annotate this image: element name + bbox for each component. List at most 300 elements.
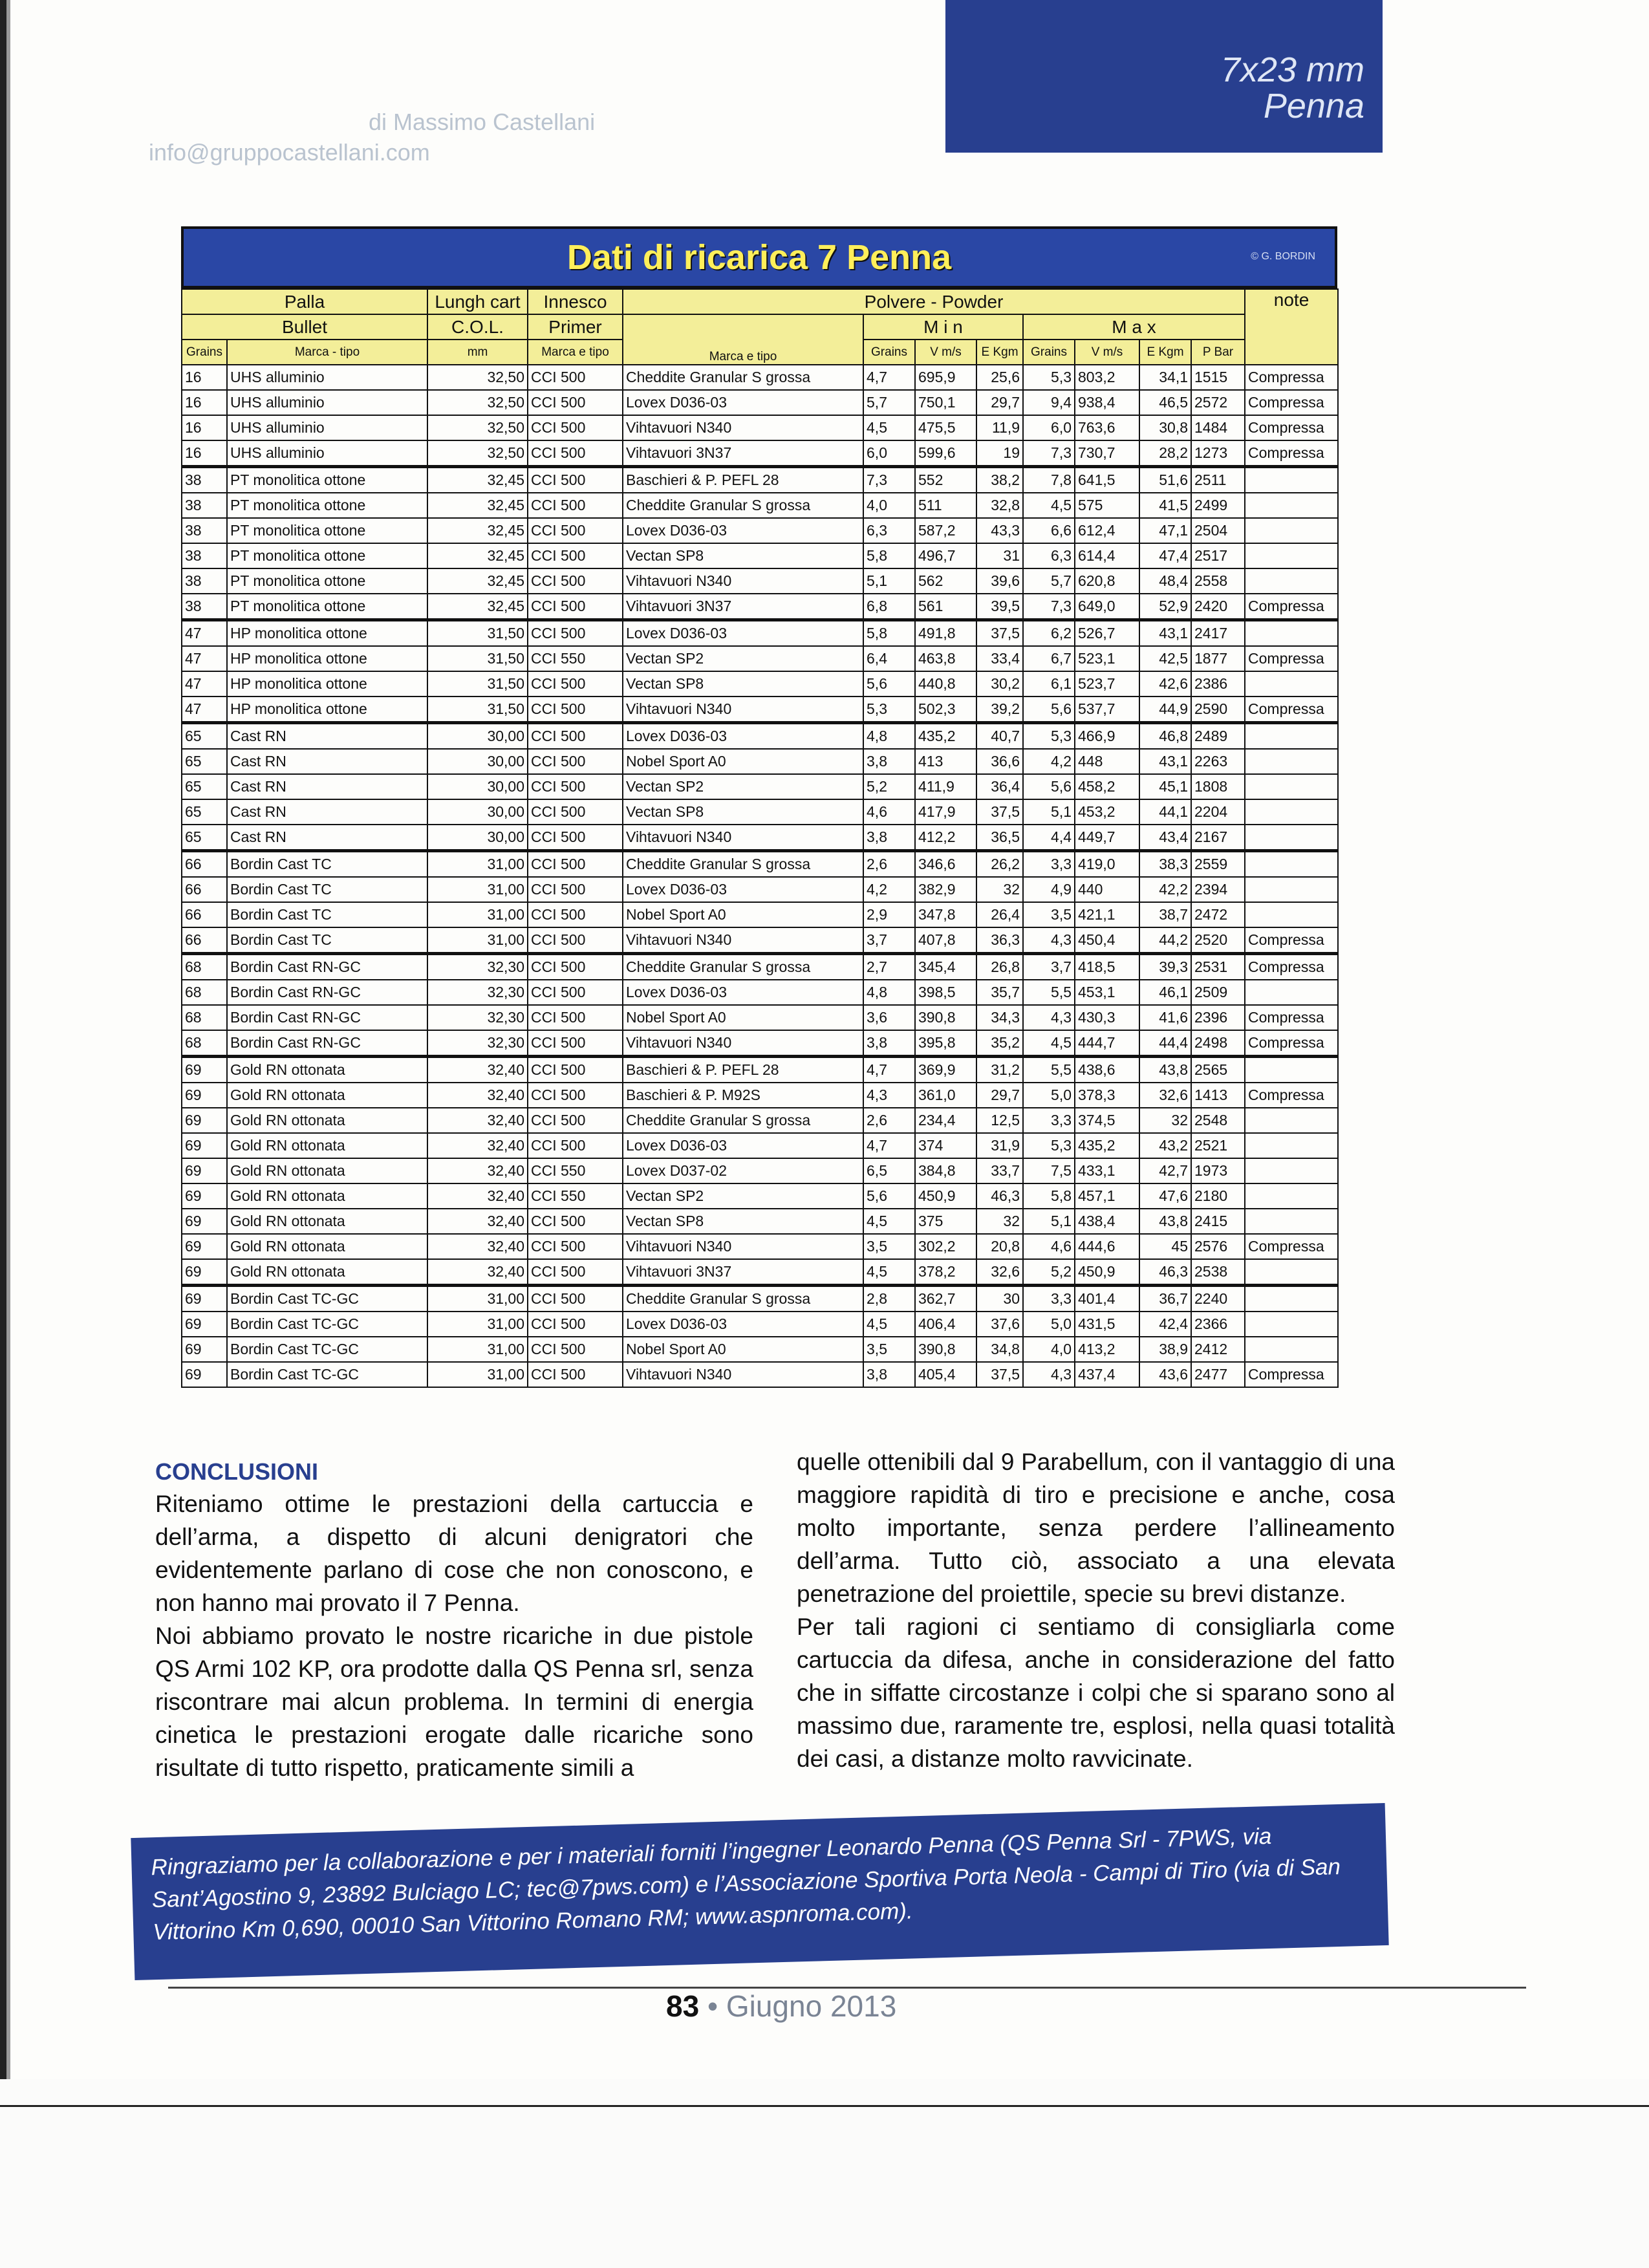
paragraph: Noi abbiamo provato le nostre ricariche in due pistole QS Armi 102 KP, ora prodotte dalla QS Penna srl, senza riscontrare mai alcun problema. In termini di energia cinetica le prestazioni erogate dalle ricariche sono risultate di tutto rispetto, praticamente simili a [155,1623,753,1781]
cell-min-velocity: 562 [915,568,976,594]
cell-powder: Lovex D036-03 [623,1312,863,1337]
cell-col: 32,50 [427,390,528,415]
cell-powder: Vihtavuori N340 [623,1234,863,1259]
cell-max-velocity: 575 [1075,493,1139,518]
cell-min-velocity: 491,8 [915,620,976,647]
cell-min-velocity: 407,8 [915,927,976,954]
cell-col: 31,50 [427,697,528,723]
cell-max-energy: 44,9 [1139,697,1191,723]
header-polvere: Polvere - Powder [623,289,1245,314]
table-banner [181,226,1337,288]
header-primer: Primer [528,314,623,340]
cell-bullet: PT monolitica ottone [227,467,427,493]
cell-pressure: 2180 [1191,1183,1245,1209]
cell-bullet: Cast RN [227,799,427,825]
cell-min-velocity: 561 [915,594,976,620]
cell-pressure: 2509 [1191,980,1245,1005]
cell-powder: Vihtavuori N340 [623,568,863,594]
cell-min-velocity: 382,9 [915,877,976,902]
cell-pressure: 2167 [1191,825,1245,851]
table-row [182,493,1338,518]
cell-note [1245,620,1338,647]
cell-bullet: PT monolitica ottone [227,594,427,620]
cell-min-grains: 5,3 [863,697,915,723]
cell-bullet: HP monolitica ottone [227,697,427,723]
cell-grains: 68 [182,1030,227,1057]
cell-bullet: Cast RN [227,749,427,774]
cell-note [1245,1337,1338,1362]
cell-pressure: 2559 [1191,851,1245,878]
cell-grains: 69 [182,1057,227,1083]
cell-max-velocity: 431,5 [1075,1312,1139,1337]
cell-max-grains: 5,3 [1023,1133,1075,1158]
cell-bullet: UHS alluminio [227,390,427,415]
cell-max-grains: 5,5 [1023,1057,1075,1083]
cell-powder: Lovex D036-03 [623,620,863,647]
cell-max-velocity: 444,7 [1075,1030,1139,1057]
page-footer [666,1989,896,2024]
cell-pressure: 2499 [1191,493,1245,518]
cell-max-velocity: 430,3 [1075,1005,1139,1030]
cell-powder: Vectan SP8 [623,671,863,697]
header-palla: Palla [182,289,427,314]
table-row [182,825,1338,851]
cell-max-velocity: 418,5 [1075,954,1139,980]
cell-min-velocity: 463,8 [915,646,976,671]
article-tag [945,0,1383,153]
cell-max-velocity: 438,6 [1075,1057,1139,1083]
cell-note [1245,877,1338,902]
cell-min-grains: 7,3 [863,467,915,493]
table-row [182,390,1338,415]
cell-min-energy: 30,2 [976,671,1023,697]
cell-bullet: PT monolitica ottone [227,518,427,543]
article-left-column [155,1487,753,1784]
cell-grains: 16 [182,390,227,415]
cell-primer: CCI 500 [528,1312,623,1337]
cell-powder: Lovex D037-02 [623,1158,863,1183]
scan-edge-shadow [6,0,10,2268]
cell-bullet: UHS alluminio [227,365,427,390]
cell-max-velocity: 938,4 [1075,390,1139,415]
cell-col: 32,30 [427,980,528,1005]
cell-grains: 65 [182,799,227,825]
cell-min-velocity: 384,8 [915,1158,976,1183]
cell-bullet: Cast RN [227,774,427,799]
cell-col: 32,40 [427,1183,528,1209]
cell-max-velocity: 401,4 [1075,1286,1139,1312]
cell-pressure: 2498 [1191,1030,1245,1057]
cell-max-velocity: 419,0 [1075,851,1139,878]
cell-primer: CCI 500 [528,1234,623,1259]
cell-primer: CCI 500 [528,594,623,620]
cell-min-velocity: 369,9 [915,1057,976,1083]
cell-primer: CCI 500 [528,390,623,415]
cell-bullet: Bordin Cast RN-GC [227,954,427,980]
table-title: Dati di ricarica 7 Penna [566,238,952,277]
cell-min-velocity: 412,2 [915,825,976,851]
cell-max-grains: 3,5 [1023,902,1075,927]
cell-primer: CCI 500 [528,440,623,467]
cell-max-energy: 38,3 [1139,851,1191,878]
cell-bullet: Gold RN ottonata [227,1108,427,1133]
table-row [182,1057,1338,1083]
cell-powder: Cheddite Granular S grossa [623,954,863,980]
table-row [182,1209,1338,1234]
cell-powder: Baschieri & P. PEFL 28 [623,1057,863,1083]
cell-max-grains: 5,7 [1023,568,1075,594]
cell-min-velocity: 406,4 [915,1312,976,1337]
cell-min-grains: 2,7 [863,954,915,980]
cell-max-grains: 5,3 [1023,365,1075,390]
cell-col: 32,50 [427,415,528,440]
cell-col: 30,00 [427,774,528,799]
cell-max-energy: 44,4 [1139,1030,1191,1057]
cell-min-energy: 46,3 [976,1183,1023,1209]
cell-pressure: 2538 [1191,1259,1245,1286]
cell-grains: 68 [182,980,227,1005]
table-row [182,927,1338,954]
cell-max-velocity: 435,2 [1075,1133,1139,1158]
cell-min-energy: 38,2 [976,467,1023,493]
cell-pressure: 2521 [1191,1133,1245,1158]
cell-min-velocity: 417,9 [915,799,976,825]
cell-min-energy: 36,4 [976,774,1023,799]
cell-max-energy: 43,2 [1139,1133,1191,1158]
cell-powder: Cheddite Granular S grossa [623,1286,863,1312]
cell-bullet: Bordin Cast RN-GC [227,1030,427,1057]
cell-note: Compressa [1245,440,1338,467]
cell-note [1245,1286,1338,1312]
cell-powder: Vectan SP8 [623,543,863,568]
cell-bullet: Bordin Cast TC [227,902,427,927]
cell-max-velocity: 444,6 [1075,1234,1139,1259]
cell-note: Compressa [1245,1030,1338,1057]
cell-max-energy: 47,1 [1139,518,1191,543]
cell-min-velocity: 374 [915,1133,976,1158]
cell-max-velocity: 433,1 [1075,1158,1139,1183]
cell-min-grains: 3,5 [863,1337,915,1362]
cell-min-grains: 4,5 [863,1312,915,1337]
cell-max-energy: 44,2 [1139,927,1191,954]
cell-grains: 66 [182,851,227,878]
cell-max-grains: 4,3 [1023,1362,1075,1387]
header-max-grains: Grains [1023,340,1075,365]
cell-col: 31,00 [427,851,528,878]
cell-min-velocity: 413 [915,749,976,774]
cell-max-energy: 30,8 [1139,415,1191,440]
cell-max-energy: 43,4 [1139,825,1191,851]
table-row [182,954,1338,980]
cell-grains: 69 [182,1083,227,1108]
cell-note: Compressa [1245,1005,1338,1030]
cell-max-energy: 46,8 [1139,723,1191,750]
cell-min-energy: 26,4 [976,902,1023,927]
cell-powder: Vectan SP2 [623,1183,863,1209]
table-row [182,1030,1338,1057]
cell-max-velocity: 421,1 [1075,902,1139,927]
header-bullet: Bullet [182,314,427,340]
cell-col: 31,50 [427,620,528,647]
cell-bullet: Bordin Cast TC-GC [227,1312,427,1337]
cell-note [1245,799,1338,825]
cell-max-grains: 6,2 [1023,620,1075,647]
cell-grains: 38 [182,467,227,493]
cell-primer: CCI 500 [528,467,623,493]
cell-max-velocity: 438,4 [1075,1209,1139,1234]
cell-max-grains: 4,4 [1023,825,1075,851]
cell-col: 32,40 [427,1057,528,1083]
cell-pressure: 1877 [1191,646,1245,671]
cell-primer: CCI 550 [528,1183,623,1209]
cell-note: Compressa [1245,365,1338,390]
cell-max-energy: 46,3 [1139,1259,1191,1286]
cell-primer: CCI 500 [528,1362,623,1387]
cell-primer: CCI 500 [528,799,623,825]
cell-min-energy: 35,2 [976,1030,1023,1057]
cell-min-grains: 4,7 [863,1133,915,1158]
header-max: M a x [1023,314,1245,340]
cell-min-velocity: 587,2 [915,518,976,543]
cell-powder: Cheddite Granular S grossa [623,493,863,518]
table-row [182,415,1338,440]
cell-max-grains: 4,6 [1023,1234,1075,1259]
cell-min-velocity: 695,9 [915,365,976,390]
cell-col: 30,00 [427,825,528,851]
table-row [182,1234,1338,1259]
cell-col: 32,45 [427,518,528,543]
cell-max-velocity: 649,0 [1075,594,1139,620]
cell-max-velocity: 450,9 [1075,1259,1139,1286]
cell-col: 32,45 [427,594,528,620]
cell-col: 32,40 [427,1108,528,1133]
cell-pressure: 2531 [1191,954,1245,980]
cell-max-energy: 32 [1139,1108,1191,1133]
cell-max-energy: 28,2 [1139,440,1191,467]
cell-primer: CCI 550 [528,1158,623,1183]
cell-min-energy: 33,7 [976,1158,1023,1183]
cell-min-energy: 11,9 [976,415,1023,440]
cell-grains: 69 [182,1158,227,1183]
table-row [182,1083,1338,1108]
cell-primer: CCI 500 [528,1005,623,1030]
cell-pressure: 2415 [1191,1209,1245,1234]
cell-note: Compressa [1245,927,1338,954]
cell-min-grains: 6,0 [863,440,915,467]
cell-min-grains: 2,9 [863,902,915,927]
cell-max-energy: 39,3 [1139,954,1191,980]
cell-max-grains: 3,7 [1023,954,1075,980]
cell-pressure: 1484 [1191,415,1245,440]
table-row [182,902,1338,927]
cell-bullet: Bordin Cast TC-GC [227,1286,427,1312]
cell-col: 31,00 [427,902,528,927]
cell-bullet: Bordin Cast TC [227,927,427,954]
cell-pressure: 2477 [1191,1362,1245,1387]
cell-powder: Vectan SP8 [623,799,863,825]
cell-max-energy: 34,1 [1139,365,1191,390]
cell-primer: CCI 500 [528,749,623,774]
cell-col: 31,50 [427,671,528,697]
cell-max-grains: 3,3 [1023,1286,1075,1312]
cell-min-energy: 36,3 [976,927,1023,954]
cell-min-energy: 20,8 [976,1234,1023,1259]
header-marca-tipo: Marca - tipo [227,340,427,365]
header-col: C.O.L. [427,314,528,340]
cell-pressure: 2520 [1191,927,1245,954]
cell-bullet: HP monolitica ottone [227,646,427,671]
cell-powder: Vihtavuori 3N37 [623,594,863,620]
cell-note [1245,518,1338,543]
cell-bullet: Gold RN ottonata [227,1057,427,1083]
cell-grains: 38 [182,568,227,594]
header-pressure: P Bar [1191,340,1245,365]
table-row [182,543,1338,568]
cell-primer: CCI 500 [528,568,623,594]
issue-date: Giugno 2013 [726,1989,897,2023]
cell-primer: CCI 500 [528,1259,623,1286]
cell-grains: 65 [182,723,227,750]
cell-min-energy: 37,6 [976,1312,1023,1337]
cell-min-energy: 37,5 [976,1362,1023,1387]
cell-max-energy: 41,6 [1139,1005,1191,1030]
cell-bullet: PT monolitica ottone [227,568,427,594]
cell-min-energy: 32,8 [976,493,1023,518]
cell-powder: Baschieri & P. M92S [623,1083,863,1108]
cell-primer: CCI 500 [528,1030,623,1057]
cell-min-velocity: 599,6 [915,440,976,467]
table-row [182,1337,1338,1362]
cell-min-grains: 3,8 [863,749,915,774]
cell-primer: CCI 500 [528,954,623,980]
header-mm: mm [427,340,528,365]
cell-powder: Vihtavuori N340 [623,927,863,954]
table-row [182,594,1338,620]
cell-max-energy: 36,7 [1139,1286,1191,1312]
cell-note [1245,1312,1338,1337]
cell-col: 31,50 [427,646,528,671]
cell-max-velocity: 620,8 [1075,568,1139,594]
cell-col: 32,30 [427,1005,528,1030]
cell-grains: 69 [182,1259,227,1286]
cell-col: 31,00 [427,1312,528,1337]
cell-primer: CCI 500 [528,877,623,902]
table-row [182,1108,1338,1133]
cell-note [1245,1183,1338,1209]
cell-pressure: 2420 [1191,594,1245,620]
cell-max-grains: 5,2 [1023,1259,1075,1286]
cell-min-energy: 19 [976,440,1023,467]
cell-max-energy: 52,9 [1139,594,1191,620]
table-row [182,1183,1338,1209]
cell-max-energy: 42,2 [1139,877,1191,902]
header-min: M i n [863,314,1023,340]
table-row [182,1362,1338,1387]
paragraph: Riteniamo ottime le prestazioni della cartuccia e dell’arma, a dispetto di alcuni denigratori che evidentemente parlano di cose che non conoscono, e non hanno mai provato il 7 Penna. [155,1491,753,1616]
cell-max-velocity: 440 [1075,877,1139,902]
tag-caliber: 7x23 mm [1220,50,1364,89]
cell-min-grains: 5,6 [863,671,915,697]
cell-grains: 68 [182,954,227,980]
cell-powder: Lovex D036-03 [623,1133,863,1158]
cell-min-velocity: 390,8 [915,1005,976,1030]
cell-max-energy: 43,6 [1139,1362,1191,1387]
cell-max-velocity: 466,9 [1075,723,1139,750]
cell-min-grains: 4,6 [863,799,915,825]
cell-max-velocity: 457,1 [1075,1183,1139,1209]
cell-grains: 69 [182,1362,227,1387]
cell-grains: 47 [182,697,227,723]
cell-primer: CCI 500 [528,365,623,390]
cell-bullet: HP monolitica ottone [227,671,427,697]
cell-max-grains: 6,6 [1023,518,1075,543]
table-body [182,365,1338,1387]
cell-pressure: 2263 [1191,749,1245,774]
cell-max-velocity: 449,7 [1075,825,1139,851]
cell-max-velocity: 614,4 [1075,543,1139,568]
cell-powder: Vihtavuori 3N37 [623,1259,863,1286]
cell-bullet: Bordin Cast RN-GC [227,1005,427,1030]
cell-min-grains: 5,7 [863,390,915,415]
cell-min-velocity: 475,5 [915,415,976,440]
cell-col: 32,50 [427,365,528,390]
cell-col: 32,40 [427,1133,528,1158]
cell-note: Compressa [1245,646,1338,671]
cell-bullet: Gold RN ottonata [227,1083,427,1108]
cell-primer: CCI 500 [528,543,623,568]
cell-powder: Lovex D036-03 [623,518,863,543]
footer-separator: • [699,1989,726,2023]
tag-name: Penna [1263,87,1364,125]
cell-max-energy: 44,1 [1139,799,1191,825]
article-right-column [797,1445,1395,1775]
cell-note [1245,1108,1338,1133]
cell-min-grains: 4,5 [863,415,915,440]
cell-min-velocity: 375 [915,1209,976,1234]
cell-grains: 69 [182,1286,227,1312]
table-row [182,1133,1338,1158]
cell-max-energy: 42,6 [1139,671,1191,697]
cell-grains: 68 [182,1005,227,1030]
paragraph: Per tali ragioni ci sentiamo di consigliarla come cartuccia da difesa, anche in considerazione del fatto che in siffatte circostanze i colpi che si sparano sono al massimo due, raramente tre, esplosi, nella quasi totalità dei casi, a distanze molto ravvicinate. [797,1614,1395,1772]
cell-primer: CCI 550 [528,646,623,671]
cell-col: 30,00 [427,723,528,750]
cell-min-energy: 36,5 [976,825,1023,851]
faint-email: info@gruppocastellani.com [149,139,430,166]
cell-bullet: Bordin Cast TC [227,877,427,902]
cell-powder: Vihtavuori N340 [623,825,863,851]
cell-min-grains: 6,4 [863,646,915,671]
cell-col: 31,00 [427,1337,528,1362]
header-lungh: Lungh cart [427,289,528,314]
cell-pressure: 1808 [1191,774,1245,799]
cell-min-velocity: 405,4 [915,1362,976,1387]
cell-primer: CCI 500 [528,1083,623,1108]
cell-grains: 38 [182,493,227,518]
cell-min-grains: 6,8 [863,594,915,620]
cell-primer: CCI 500 [528,697,623,723]
cell-min-energy: 34,3 [976,1005,1023,1030]
cell-note [1245,851,1338,878]
cell-pressure: 2240 [1191,1286,1245,1312]
cell-max-velocity: 437,4 [1075,1362,1139,1387]
cell-max-energy: 51,6 [1139,467,1191,493]
cell-min-energy: 30 [976,1286,1023,1312]
cell-min-grains: 5,6 [863,1183,915,1209]
cell-min-energy: 40,7 [976,723,1023,750]
cell-max-velocity: 453,1 [1075,980,1139,1005]
cell-min-grains: 2,8 [863,1286,915,1312]
